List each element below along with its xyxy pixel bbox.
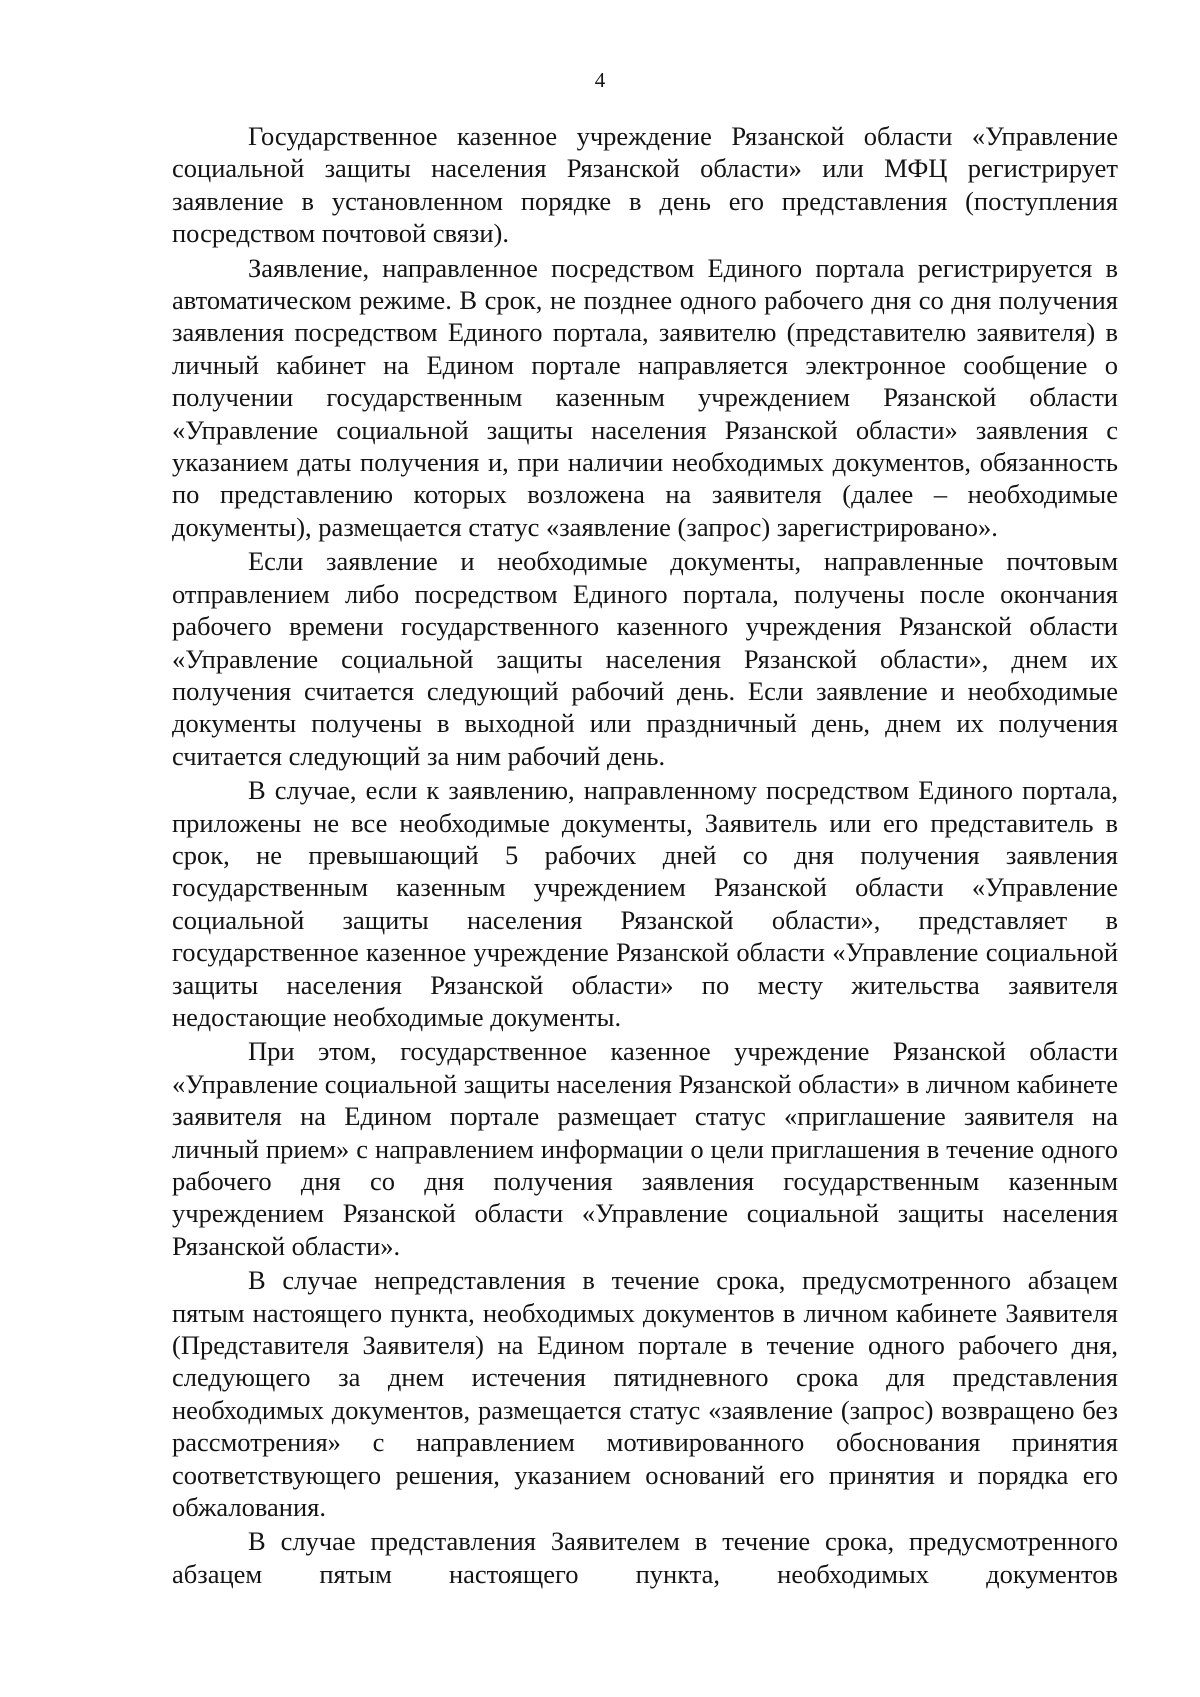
document-body — [172, 120, 1118, 1592]
paragraph-portal-registration: Заявление, направленное посредством Единого портала регистрируется в автоматическом режиме. В срок, не позднее одного рабочего дня со дня получения заявления посредством Единого портала, заявителю (представителю заявителя) в личный кабинет на Едином портале направляется электронное сообщение о получении государственным казенным учреждением Рязанской области «Управление социальной защиты населения Рязанской области» заявления с указанием даты получения и, при наличии необходимых документов, обязанность по представлению которых возложена на заявителя (далее – необходимые документы), размещается статус «заявление (запрос) зарегистрировано». — [172, 252, 1118, 542]
paragraph-missing-documents: В случае, если к заявлению, направленному посредством Единого портала, приложены не все необходимые документы, Заявитель или его представитель в срок, не превышающий 5 рабочих дней со дня получения заявления государственным казенным учреждением Рязанской области «Управление социальной защиты населения Рязанской области», представляет в государственное казенное учреждение Рязанской области «Управление социальной защиты населения Рязанской области» по месту жительства заявителя недостающие необходимые документы. — [172, 775, 1118, 1032]
paragraph-after-hours: Если заявление и необходимые документы, направленные почтовым отправлением либо посредством Единого портала, получены после окончания рабочего времени государственного казенного учреждения Рязанской области «Управление социальной защиты населения Рязанской области», днем их получения считается следующий рабочий день. Если заявление и необходимые документы получены в выходной или праздничный день, днем их получения считается следующий за ним рабочий день. — [172, 546, 1118, 771]
paragraph-invitation: При этом, государственное казенное учреждение Рязанской области «Управление социальной защиты населения Рязанской области» в личном кабинете заявителя на Едином портале размещает статус «приглашение заявителя на личный прием» с направлением информации о цели приглашения в течение одного рабочего дня со дня получения заявления государственным казенным учреждением Рязанской области «Управление социальной защиты населения Рязанской области». — [172, 1036, 1118, 1261]
page-number: 4 — [594, 68, 606, 92]
paragraph-registration: Государственное казенное учреждение Рязанской области «Управление социальной защиты населения Рязанской области» или МФЦ регистрирует заявление в установленном порядке в день его представления (поступления посредством почтовой связи). — [172, 121, 1118, 249]
paragraph-non-submission: В случае непредставления в течение срока, предусмотренного абзацем пятым настоящего пункта, необходимых документов в личном кабинете Заявителя (Представителя Заявителя) на Едином портале в течение одного рабочего дня, следующего за днем истечения пятидневного срока для представления необходимых документов, размещается статус «заявление (запрос) возвращено без рассмотрения» с направлением мотивированного обоснования принятия соответствующего решения, указанием оснований его принятия и порядка его обжалования. — [172, 1265, 1118, 1523]
paragraph-submission: В случае представления Заявителем в течение срока, предусмотренного абзацем пятым настоящего пункта, необходимых документов — [172, 1526, 1118, 1589]
